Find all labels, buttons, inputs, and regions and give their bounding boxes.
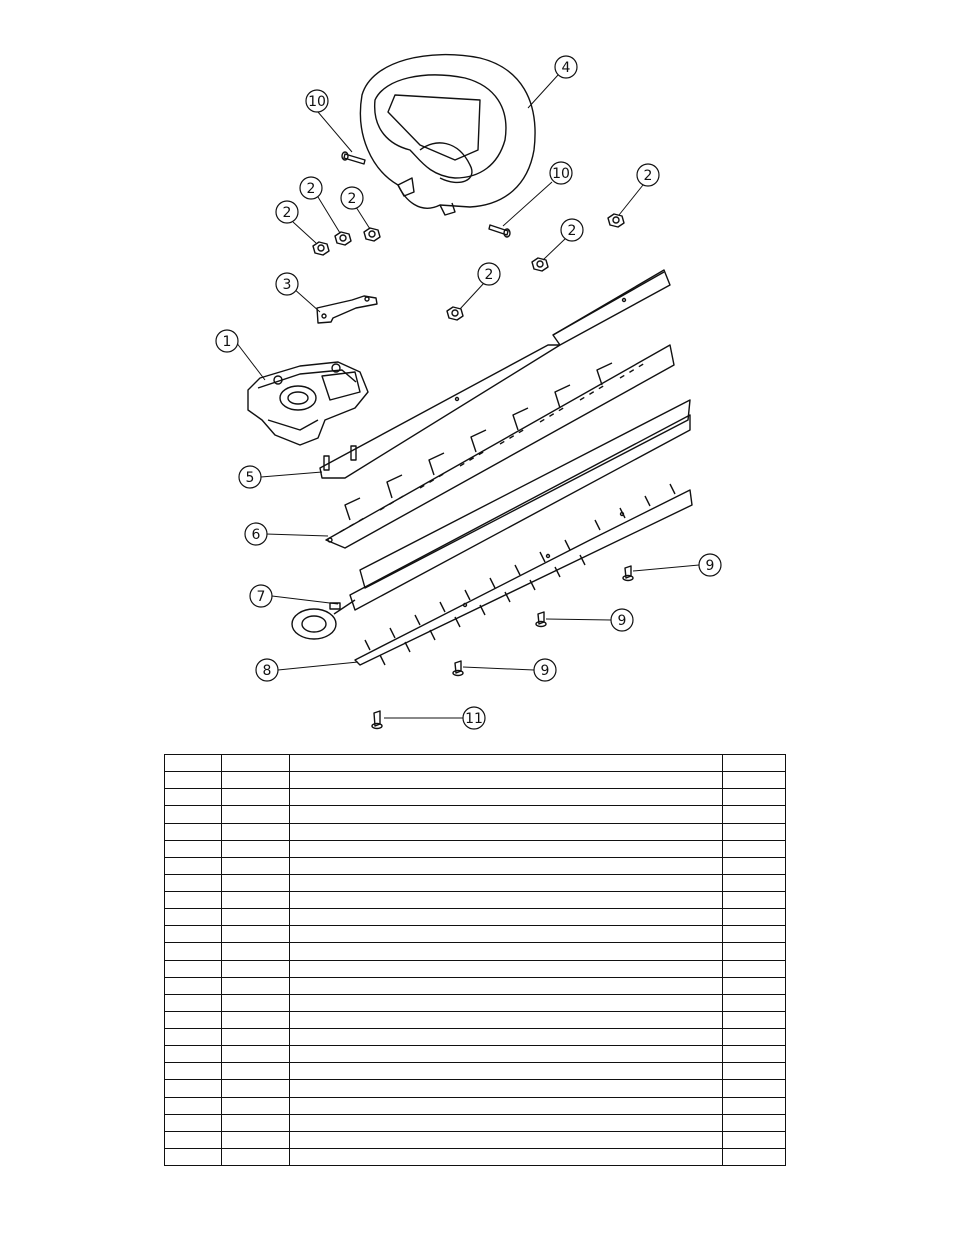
table-cell (222, 1080, 290, 1097)
svg-text:7: 7 (256, 589, 266, 605)
table-cell (722, 840, 785, 857)
callout-2-top-middle (341, 187, 363, 209)
table-cell (165, 1063, 222, 1080)
table-cell (290, 874, 723, 891)
table-cell (722, 892, 785, 909)
table-cell (222, 1029, 290, 1046)
table-cell (165, 960, 222, 977)
table-cell (290, 1063, 723, 1080)
table-cell (290, 1029, 723, 1046)
table-cell (290, 909, 723, 926)
callout-2-left (276, 201, 298, 223)
svg-text:2: 2 (484, 267, 494, 283)
svg-text:2: 2 (567, 223, 577, 239)
table-cell (722, 1148, 785, 1165)
svg-text:2: 2 (306, 181, 316, 197)
table-cell (222, 1046, 290, 1063)
parts-table-body (165, 755, 786, 1166)
table-cell (222, 960, 290, 977)
callout-7 (250, 585, 272, 607)
pin-part-upper-left (342, 152, 365, 164)
table-cell (222, 1063, 290, 1080)
table-cell (165, 943, 222, 960)
svg-text:11: 11 (465, 711, 483, 727)
table-cell (165, 874, 222, 891)
table-row (165, 857, 786, 874)
table-cell (722, 823, 785, 840)
table-cell (722, 1131, 785, 1148)
svg-text:8: 8 (262, 663, 272, 679)
table-cell (222, 1097, 290, 1114)
table-cell (222, 1131, 290, 1148)
comb-blade-part (355, 484, 692, 665)
table-cell (722, 1046, 785, 1063)
table-cell (222, 1114, 290, 1131)
svg-text:2: 2 (282, 205, 292, 221)
callout-2-far-right (637, 164, 659, 186)
callout-2-center (478, 263, 500, 285)
svg-text:2: 2 (643, 168, 653, 184)
table-cell (222, 840, 290, 857)
table-cell (165, 1114, 222, 1131)
table-cell (165, 909, 222, 926)
table-cell (290, 926, 723, 943)
table-cell (222, 1148, 290, 1165)
callouts (216, 56, 721, 729)
table-row (165, 1080, 786, 1097)
svg-text:10: 10 (308, 94, 326, 110)
table-row (165, 1097, 786, 1114)
table-cell (290, 1046, 723, 1063)
table-cell (222, 806, 290, 823)
table-cell (290, 1114, 723, 1131)
table-cell (722, 1011, 785, 1028)
svg-text:6: 6 (251, 527, 261, 543)
table-cell (722, 772, 785, 789)
table-cell (290, 994, 723, 1011)
table-cell (722, 960, 785, 977)
table-row (165, 874, 786, 891)
callout-2-right (561, 219, 583, 241)
table-cell (722, 789, 785, 806)
svg-text:5: 5 (245, 470, 255, 486)
table-row (165, 943, 786, 960)
table-cell (290, 892, 723, 909)
table-cell (165, 1148, 222, 1165)
table-cell (290, 840, 723, 857)
table-cell (222, 874, 290, 891)
table-cell (165, 926, 222, 943)
table-cell (165, 892, 222, 909)
callout-10-upper (306, 90, 328, 112)
svg-text:9: 9 (540, 663, 550, 679)
table-row (165, 977, 786, 994)
table-row (165, 1063, 786, 1080)
table-cell (222, 823, 290, 840)
table-cell (222, 755, 290, 772)
table-cell (290, 789, 723, 806)
table-row (165, 909, 786, 926)
table-cell (290, 857, 723, 874)
svg-text:3: 3 (282, 277, 292, 293)
table-cell (165, 1011, 222, 1028)
svg-text:1: 1 (222, 334, 232, 350)
table-cell (165, 772, 222, 789)
table-cell (722, 943, 785, 960)
table-cell (290, 1011, 723, 1028)
table-row (165, 960, 786, 977)
table-cell (222, 943, 290, 960)
table-cell (290, 1131, 723, 1148)
table-cell (290, 1148, 723, 1165)
table-cell (722, 994, 785, 1011)
table-cell (290, 1080, 723, 1097)
table-cell (165, 857, 222, 874)
table-cell (722, 1114, 785, 1131)
table-cell (722, 1063, 785, 1080)
table-cell (165, 994, 222, 1011)
callout-4 (555, 56, 577, 78)
table-cell (165, 1080, 222, 1097)
table-cell (165, 789, 222, 806)
table-row (165, 1011, 786, 1028)
table-cell (222, 926, 290, 943)
parts-list-table (164, 754, 786, 1166)
table-row (165, 892, 786, 909)
svg-text:10: 10 (552, 166, 570, 182)
pin-part-upper-right (489, 225, 510, 237)
gearbox-part (248, 362, 368, 445)
table-cell (290, 772, 723, 789)
table-row (165, 823, 786, 840)
table-cell (222, 1011, 290, 1028)
table-cell (722, 909, 785, 926)
callout-9-middle (611, 609, 633, 631)
table-row (165, 1131, 786, 1148)
table-cell (290, 823, 723, 840)
callout-9-left (534, 659, 556, 681)
table-cell (165, 755, 222, 772)
table-cell (165, 1029, 222, 1046)
table-row (165, 1029, 786, 1046)
table-row (165, 1046, 786, 1063)
table-cell (290, 977, 723, 994)
table-cell (290, 943, 723, 960)
callout-5 (239, 466, 261, 488)
table-cell (165, 977, 222, 994)
callout-8 (256, 659, 278, 681)
svg-text:9: 9 (705, 558, 715, 574)
svg-text:4: 4 (561, 60, 571, 76)
table-row (165, 755, 786, 772)
table-row (165, 1148, 786, 1165)
table-cell (222, 857, 290, 874)
table-cell (722, 1080, 785, 1097)
hand-guard-part (360, 55, 535, 215)
callout-11 (463, 707, 485, 729)
table-cell (165, 1097, 222, 1114)
table-cell (222, 909, 290, 926)
table-cell (165, 823, 222, 840)
table-cell (722, 755, 785, 772)
table-cell (722, 806, 785, 823)
table-row (165, 772, 786, 789)
bracket-part (317, 296, 377, 323)
table-cell (165, 1046, 222, 1063)
callout-6 (245, 523, 267, 545)
table-cell (722, 857, 785, 874)
table-cell (222, 789, 290, 806)
table-row (165, 789, 786, 806)
table-cell (290, 1097, 723, 1114)
table-row (165, 1114, 786, 1131)
table-cell (722, 1029, 785, 1046)
callout-9-right (699, 554, 721, 576)
callout-3 (276, 273, 298, 295)
table-cell (165, 1131, 222, 1148)
upper-blade-part (326, 345, 690, 588)
table-cell (222, 892, 290, 909)
bottom-screw-part (372, 711, 382, 729)
table-cell (165, 806, 222, 823)
table-cell (165, 840, 222, 857)
callout-10-lower (550, 162, 572, 184)
svg-text:9: 9 (617, 613, 627, 629)
table-cell (722, 977, 785, 994)
table-cell (722, 1097, 785, 1114)
table-cell (290, 755, 723, 772)
table-cell (290, 806, 723, 823)
table-cell (722, 874, 785, 891)
table-row (165, 926, 786, 943)
svg-text:2: 2 (347, 191, 357, 207)
callout-1 (216, 330, 238, 352)
table-row (165, 806, 786, 823)
table-row (165, 994, 786, 1011)
table-cell (290, 960, 723, 977)
table-row (165, 840, 786, 857)
table-cell (722, 926, 785, 943)
table-cell (222, 994, 290, 1011)
table-cell (222, 772, 290, 789)
table-cell (222, 977, 290, 994)
callout-2-top-left (300, 177, 322, 199)
